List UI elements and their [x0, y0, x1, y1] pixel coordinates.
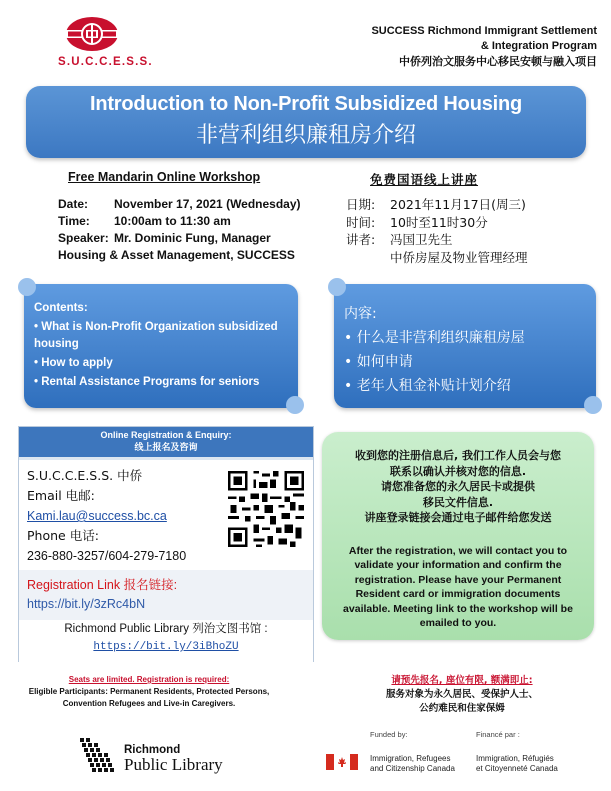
workshop-details-chinese: [346, 196, 528, 266]
org-line-3: 中侨列治文服务中心移民安顿与融入项目: [399, 55, 597, 68]
org-name-block: [371, 24, 597, 69]
contact-info: [27, 466, 186, 566]
confirmation-chinese: [332, 448, 584, 526]
confirmation-zh-line: 请您准备您的永久居民卡或提供: [381, 480, 535, 493]
ircc-english-line-1: Immigration, Refugees: [370, 754, 451, 763]
speaker-label-zh: 讲者:: [346, 232, 376, 247]
confirmation-zh-line: 移民文件信息.: [422, 495, 494, 509]
seats-limited-notice-zh: 请预先报名, 座位有限, 额满即止:: [391, 675, 533, 686]
workshop-details-english: [58, 196, 301, 264]
title-english: Introduction to Non-Profit Subsidized Housing: [89, 93, 523, 115]
contents-item-zh: • 老年人租金补贴计划介绍: [344, 378, 511, 394]
registration-header-chinese: 线上报名及咨询: [134, 443, 198, 453]
title-chinese: 非营利组织廉租房介绍: [195, 123, 416, 148]
canada-flag-icon: [326, 754, 358, 770]
confirmation-zh-line: 联系以确认并核对您的信息.: [389, 464, 527, 478]
registration-body: [19, 460, 313, 678]
success-logo-text: S.U.C.C.E.S.S.: [58, 56, 153, 68]
time-value: 10:00am to 11:30 am: [114, 214, 231, 228]
date-label: Date:: [58, 197, 89, 211]
funding-block: [326, 726, 596, 780]
confirmation-zh-line: 讲座登录链接会通过电子邮件给您发送: [364, 511, 552, 524]
scroll-curl-decoration: [18, 278, 36, 296]
registration-link-url[interactable]: https://bit.ly/3zRc4bN: [27, 597, 146, 611]
contents-heading: Contents:: [34, 302, 88, 314]
ircc-english: [370, 754, 455, 774]
registration-link-block: [19, 570, 313, 620]
speaker-value-zh: 冯国卫先生: [390, 232, 453, 247]
library-logo-line-1: Richmond: [124, 744, 181, 756]
registration-header-english: Online Registration & Enquiry:: [100, 430, 232, 440]
scroll-curl-decoration: [328, 278, 346, 296]
confirmation-english: After the registration, we will contact you to validate your information and confirm the registration. Please have your Permanent Resident card or immigration documents available. Meeting link to the workshop will be emailed to you.: [343, 544, 573, 629]
registration-header: [19, 427, 313, 457]
speaker-row: [58, 230, 301, 247]
contents-heading-zh: 内容:: [344, 306, 377, 322]
time-label-zh: 时间:: [346, 214, 376, 230]
contents-item: • What is Non-Profit Organization subsidized housing: [34, 321, 278, 350]
qr-code-icon[interactable]: [225, 468, 307, 550]
eligibility-text-zh-1: 服务对象为永久居民、受保护人士、: [385, 689, 538, 700]
date-row: [58, 196, 301, 213]
date-value: November 17, 2021 (Wednesday): [114, 197, 301, 211]
email-link[interactable]: Kami.lau@success.bc.ca: [27, 509, 167, 523]
richmond-library-logo-icon: [78, 738, 118, 776]
speaker-title: Housing & Asset Management, SUCCESS: [58, 248, 295, 262]
contents-item: • Rental Assistance Programs for seniors: [34, 376, 260, 388]
library-link-block: [19, 616, 313, 656]
org-line-1: SUCCESS Richmond Immigrant Settlement: [371, 25, 597, 37]
phone-numbers: 236-880-3257/604-279-7180: [27, 549, 187, 563]
speaker-row-zh: [346, 231, 528, 249]
time-row-zh: [346, 214, 528, 232]
time-value-zh: 10时至11时30分: [390, 214, 488, 230]
email-label: Email 电邮:: [27, 488, 95, 503]
success-logo-icon: [64, 12, 120, 56]
speaker-title-zh: 中侨房屋及物业管理经理: [390, 249, 528, 265]
workshop-heading-english: Free Mandarin Online Workshop: [68, 170, 261, 184]
speaker-label: Speaker:: [58, 231, 109, 245]
finance-par-label: Financé par :: [476, 730, 520, 739]
title-banner: [26, 86, 586, 158]
ircc-french: [476, 754, 558, 774]
registration-panel: [18, 426, 314, 662]
library-link-label: Richmond Public Library 列治文图书馆 :: [64, 623, 268, 635]
contents-english-panel: [24, 284, 298, 408]
org-line-2: & Integration Program: [480, 40, 597, 52]
contact-org: S.U.C.C.E.S.S. 中侨: [27, 468, 143, 483]
workshop-heading-chinese: 免费国语线上讲座: [370, 172, 479, 187]
library-link-url[interactable]: https://bit.ly/3iBhoZU: [93, 641, 239, 653]
seats-limited-notice: Seats are limited. Registration is required:: [68, 675, 230, 684]
library-logo-line-2: Public Library: [124, 755, 223, 774]
speaker-title-row-zh: [346, 249, 528, 267]
funded-by-label: Funded by:: [370, 730, 408, 739]
seats-notice-english: [18, 674, 280, 710]
confirmation-zh-line: 收到您的注册信息后, 我们工作人员会与您: [354, 449, 561, 462]
registration-link-label: Registration Link 报名链接:: [27, 578, 178, 592]
contents-item-zh: • 什么是非营利组织廉租房屋: [344, 330, 525, 346]
date-row-zh: [346, 196, 528, 214]
scroll-curl-decoration: [286, 396, 304, 414]
speaker-value: Mr. Dominic Fung, Manager: [114, 231, 271, 245]
contents-item: • How to apply: [34, 357, 113, 369]
seats-notice-chinese: [328, 674, 596, 716]
contents-item-zh: • 如何申请: [344, 354, 413, 370]
date-value-zh: 2021年11月17日(周三): [390, 197, 526, 212]
date-label-zh: 日期:: [346, 197, 376, 212]
ircc-french-line-2: et Citoyenneté Canada: [476, 764, 558, 773]
confirmation-panel: [322, 432, 594, 640]
contents-chinese-panel: [334, 284, 596, 408]
richmond-library-logo-text: [124, 744, 223, 774]
phone-label: Phone 电话:: [27, 528, 99, 543]
spacer: [346, 249, 390, 267]
time-label: Time:: [58, 214, 90, 228]
eligibility-text-zh-2: 公约难民和住家保姆: [419, 703, 505, 714]
scroll-curl-decoration: [584, 396, 602, 414]
ircc-french-line-1: Immigration, Réfugiés: [476, 754, 554, 763]
time-row: [58, 213, 301, 230]
ircc-english-line-2: and Citizenship Canada: [370, 764, 455, 773]
eligibility-text: Eligible Participants: Permanent Residents, Protected Persons, Convention Refugees and Live-in Caregivers.: [28, 687, 270, 708]
